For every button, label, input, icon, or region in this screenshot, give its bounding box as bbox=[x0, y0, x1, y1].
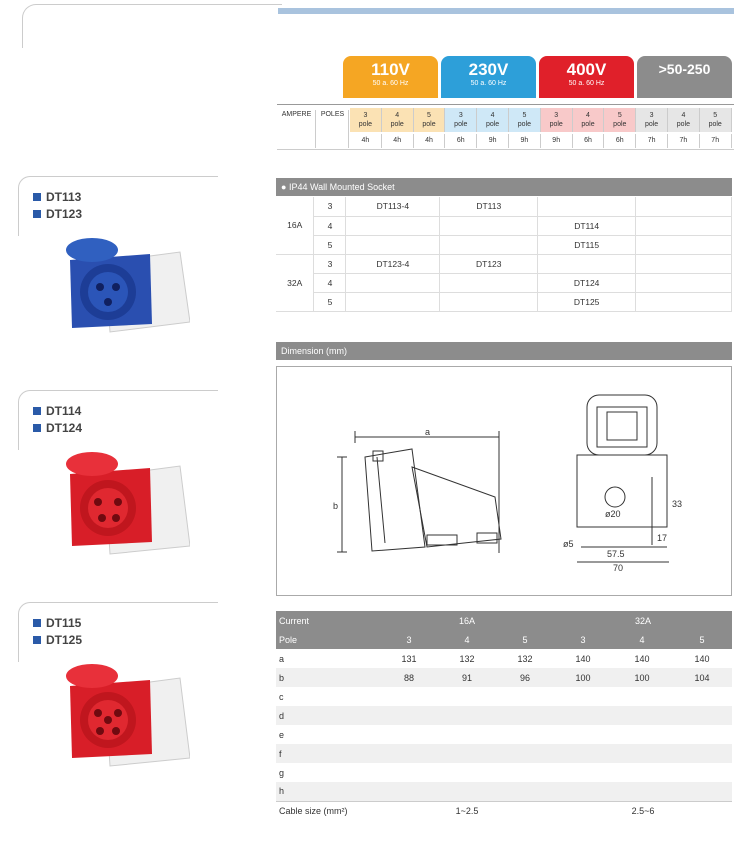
current-row: Current 16A 32A bbox=[276, 611, 732, 630]
pole-col-12: 5 pole bbox=[700, 108, 732, 132]
hour-col-7: 9h bbox=[541, 134, 573, 148]
pole-cell: 4 bbox=[314, 273, 346, 292]
dim-label-b: b bbox=[333, 501, 339, 511]
dim-label-d5: ø5 bbox=[563, 539, 574, 549]
pole-col-2: 4 pole bbox=[382, 108, 414, 132]
model-cell bbox=[636, 254, 732, 273]
voltage-400v: 400V 50 a. 60 Hz bbox=[539, 56, 634, 98]
hour-col-6: 9h bbox=[509, 134, 541, 148]
dim-label-70: 70 bbox=[613, 563, 624, 573]
dim-row-b: b 88 91 96 100 100 104 bbox=[276, 668, 732, 687]
voltage-50-250: >50-250 bbox=[637, 56, 732, 98]
dim-row-g: g bbox=[279, 767, 285, 778]
model-cell bbox=[346, 235, 440, 254]
hour-col-8: 6h bbox=[573, 134, 605, 148]
ampere-header: AMPERE bbox=[278, 110, 316, 148]
pole-cell: 3 bbox=[314, 254, 346, 273]
dim-label-575: 57.5 bbox=[607, 549, 625, 559]
socket-section-title: ● IP44 Wall Mounted Socket bbox=[276, 178, 732, 196]
hour-col-10: 7h bbox=[636, 134, 668, 148]
amp-cell: 16A bbox=[276, 197, 314, 254]
socket-row bbox=[276, 197, 732, 216]
hour-col-1: 4h bbox=[350, 134, 382, 148]
socket-table bbox=[276, 197, 732, 312]
model-cell bbox=[538, 254, 636, 273]
model-cell bbox=[346, 292, 440, 311]
pole-cell: 4 bbox=[314, 216, 346, 235]
pole-cell: 5 bbox=[314, 292, 346, 311]
model-cell bbox=[636, 235, 732, 254]
model-cell bbox=[636, 292, 732, 311]
cable-row: Cable size (mm²) 1~2.5 2.5~6 bbox=[276, 801, 732, 820]
socket-row bbox=[276, 292, 732, 311]
model-cell bbox=[636, 197, 732, 216]
dim-label-17: 17 bbox=[657, 533, 668, 543]
dim-row-f: f bbox=[276, 744, 732, 763]
hour-col-12: 7h bbox=[700, 134, 732, 148]
dimension-table bbox=[276, 611, 732, 820]
dimension-section-title: Dimension (mm) bbox=[276, 342, 732, 360]
socket-row bbox=[276, 273, 732, 292]
model-cell bbox=[636, 216, 732, 235]
pole-col-1: 3 pole bbox=[350, 108, 382, 132]
model-cell: DT123 bbox=[440, 254, 538, 273]
socket-row bbox=[276, 216, 732, 235]
model-cell: DT113 bbox=[440, 197, 538, 216]
pole-col-11: 4 pole bbox=[668, 108, 700, 132]
dim-row-d: d bbox=[276, 706, 732, 725]
hour-col-2: 4h bbox=[382, 134, 414, 148]
model-cell: DT123-4 bbox=[346, 254, 440, 273]
model-cell: DT113-4 bbox=[346, 197, 440, 216]
socket-image-blue bbox=[40, 232, 190, 342]
dim-label-d20: ø20 bbox=[605, 509, 621, 519]
product-label-dt114: DT114 DT124 bbox=[18, 390, 218, 450]
model-cell bbox=[440, 292, 538, 311]
pole-cell: 5 bbox=[314, 235, 346, 254]
voltage-230v: 230V 50 a. 60 Hz bbox=[441, 56, 536, 98]
dim-row-h: h bbox=[276, 782, 732, 801]
pole-col-10: 3 pole bbox=[636, 108, 668, 132]
model-cell bbox=[440, 273, 538, 292]
dim-label-a: a bbox=[425, 427, 431, 437]
voltage-110v: 110V 50 a. 60 Hz bbox=[343, 56, 438, 98]
pole-col-3: 5 pole bbox=[414, 108, 446, 132]
product-label-dt115: DT115 DT125 bbox=[18, 602, 218, 662]
amp-cell: 32A bbox=[276, 254, 314, 311]
model-cell bbox=[346, 273, 440, 292]
model-cell: DT115 bbox=[538, 235, 636, 254]
pole-col-4: 3 pole bbox=[445, 108, 477, 132]
hour-col-4: 6h bbox=[445, 134, 477, 148]
pole-col-8: 4 pole bbox=[573, 108, 605, 132]
pole-row: Pole 3 4 5 3 4 5 bbox=[276, 630, 732, 649]
pole-col-9: 5 pole bbox=[604, 108, 636, 132]
poles-header: POLES bbox=[317, 110, 349, 148]
socket-image-red-5 bbox=[40, 658, 190, 768]
pole-col-7: 3 pole bbox=[541, 108, 573, 132]
socket-image-red-4 bbox=[40, 446, 190, 556]
model-cell bbox=[636, 273, 732, 292]
drop-icon: ● bbox=[281, 182, 289, 192]
hour-col-9: 6h bbox=[604, 134, 636, 148]
socket-row bbox=[276, 235, 732, 254]
dim-row-a: a 131 132 132 140 140 140 bbox=[279, 653, 710, 664]
model-cell: DT114 bbox=[538, 216, 636, 235]
model-cell bbox=[440, 216, 538, 235]
pole-col-6: 5 pole bbox=[509, 108, 541, 132]
hour-col-3: 4h bbox=[414, 134, 446, 148]
model-cell: DT125 bbox=[538, 292, 636, 311]
socket-row bbox=[276, 254, 732, 273]
model-cell: DT124 bbox=[538, 273, 636, 292]
model-cell bbox=[538, 197, 636, 216]
dimension-drawing bbox=[276, 366, 732, 596]
pole-col-5: 4 pole bbox=[477, 108, 509, 132]
dim-label-33: 33 bbox=[672, 499, 683, 509]
hour-col-11: 7h bbox=[668, 134, 700, 148]
page-corner-bracket bbox=[22, 4, 282, 48]
pole-cell: 3 bbox=[314, 197, 346, 216]
dim-row-e: e bbox=[279, 729, 285, 740]
model-cell bbox=[440, 235, 538, 254]
top-accent-line bbox=[278, 8, 734, 14]
product-label-dt113: DT113 DT123 bbox=[18, 176, 218, 236]
model-cell bbox=[346, 216, 440, 235]
hour-col-5: 9h bbox=[477, 134, 509, 148]
dim-row-c: c bbox=[279, 691, 284, 702]
